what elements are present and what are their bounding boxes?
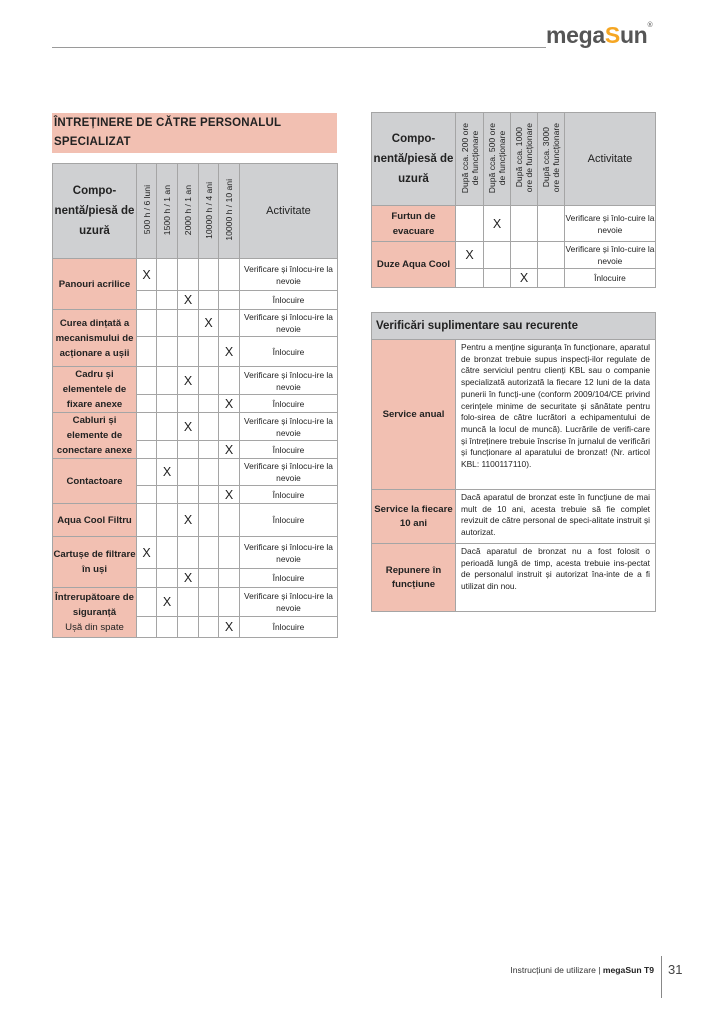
col-activity-header: Activitate <box>565 113 656 206</box>
interval-cell: X <box>157 588 178 617</box>
service-description: Dacă aparatul de bronzat este în funcțiune de mai mult de 10 ani, acesta trebuie să fie complet revizuit de către personal de speci-alitate instruit și autorizat. <box>456 490 656 544</box>
service-name: Repunere în funcțiune <box>372 544 456 612</box>
interval-cell <box>456 206 484 242</box>
interval-cell <box>199 569 219 588</box>
interval-cell <box>199 413 219 441</box>
activity-cell: Înlocuire <box>240 486 338 504</box>
service-name: Service la fiecare 10 ani <box>372 490 456 544</box>
interval-cell <box>157 441 178 459</box>
interval-cell <box>178 588 199 617</box>
interval-cell <box>137 617 157 638</box>
interval-cell: X <box>178 569 199 588</box>
interval-cell <box>219 504 240 537</box>
interval-header <box>219 164 240 259</box>
extra-checks-table <box>371 312 656 612</box>
interval-line: După cca. 3000 <box>541 127 551 189</box>
interval-cell <box>219 569 240 588</box>
interval-cell <box>199 441 219 459</box>
component-name: Aqua Cool Filtru <box>57 514 132 526</box>
interval-line: După cca. 500 ore <box>487 122 497 194</box>
interval-cell <box>199 367 219 395</box>
interval-header <box>538 113 565 206</box>
interval-cell <box>137 337 157 367</box>
interval-cell <box>199 337 219 367</box>
hours-table <box>371 112 656 288</box>
table-row <box>53 310 338 337</box>
interval-header <box>456 113 484 206</box>
interval-label <box>541 123 561 192</box>
interval-cell <box>157 310 178 337</box>
interval-label <box>514 123 534 192</box>
component-name: Furtun de evacuare <box>372 206 456 242</box>
activity-cell: Verificare și înlocu-ire la nevoie <box>240 413 338 441</box>
activity-cell: Verificare și înlo-cuire la nevoie <box>565 206 656 242</box>
component-name: Cadru și elementele de fixare anexe <box>62 369 127 410</box>
interval-cell: X <box>178 413 199 441</box>
interval-cell <box>178 259 199 291</box>
interval-cell <box>137 413 157 441</box>
interval-cell: X <box>157 459 178 486</box>
interval-cell <box>137 486 157 504</box>
activity-cell: Înlocuire <box>565 269 656 288</box>
table-row <box>372 242 656 269</box>
interval-header <box>157 164 178 259</box>
interval-cell <box>178 486 199 504</box>
interval-cell <box>199 291 219 310</box>
table-row <box>53 259 338 291</box>
interval-header <box>137 164 157 259</box>
interval-cell <box>219 588 240 617</box>
interval-cell <box>137 310 157 337</box>
activity-cell: Verificare și înlocu-ire la nevoie <box>240 459 338 486</box>
interval-cell <box>219 310 240 337</box>
service-description: Dacă aparatul de bronzat nu a fost folosit o perioadă lungă de timp, acesta trebuie ins-pectat de personalul instruit și autorizat îna-inte de a fi utilizat din nou. <box>456 544 656 612</box>
activity-cell: Înlocuire <box>240 504 338 537</box>
activity-cell: Verificare și înlocu-ire la nevoie <box>240 537 338 569</box>
interval-cell <box>137 504 157 537</box>
table-row <box>53 588 338 617</box>
interval-cell: X <box>178 367 199 395</box>
table-row <box>53 367 338 395</box>
activity-cell: Înlocuire <box>240 569 338 588</box>
interval-cell <box>199 504 219 537</box>
table-row <box>372 340 656 490</box>
table-row <box>372 490 656 544</box>
interval-cell: X <box>199 310 219 337</box>
interval-cell: X <box>178 291 199 310</box>
interval-cell <box>137 569 157 588</box>
interval-cell <box>538 242 565 269</box>
interval-header <box>178 164 199 259</box>
interval-cell <box>199 395 219 413</box>
interval-line: ore de funcționare <box>551 123 561 193</box>
interval-cell <box>157 337 178 367</box>
interval-cell: X <box>219 486 240 504</box>
activity-cell: Verificare și înlo-cuire la nevoie <box>565 242 656 269</box>
interval-cell: X <box>137 259 157 291</box>
interval-cell <box>219 259 240 291</box>
megasun-logo: megaSun® <box>546 22 653 48</box>
interval-cell: X <box>219 441 240 459</box>
service-description: Pentru a menține siguranța în funcționare, aparatul de bronzat trebuie supus inspecți-ilor regulate de către serviciul pentru clienți KBL sau o companie specializată autorizată la fiecare 12 luni de la data punerii în funcți-une (conform 2009/104/CE privind cerințele minime de securitate și sănătate pentru folo-sirea de către lucrători a echipamentului de muncă la locul de muncă). Lucrările de verifi-care și întreținere trebuie înscrise în jurnalul de verificări și funcționare al aparatului de bronzat! (Nr. articol KBL: 1100117110). <box>456 340 656 490</box>
interval-label <box>460 123 480 193</box>
interval-label: 10000 h / 4 ani <box>203 181 214 239</box>
page-number: 31 <box>668 962 683 977</box>
extra-checks-title: Verificări suplimentare sau recurente <box>372 313 656 340</box>
component-cell <box>53 367 137 413</box>
interval-cell <box>199 617 219 638</box>
component-name: Cabluri și elemente de conectare anexe <box>56 415 133 456</box>
interval-cell: X <box>219 395 240 413</box>
interval-cell: X <box>219 617 240 638</box>
interval-cell <box>157 486 178 504</box>
component-name: Duze Aqua Cool <box>372 242 456 288</box>
component-cell <box>53 310 137 367</box>
activity-cell: Înlocuire <box>240 337 338 367</box>
footer-text: Instrucțiuni de utilizare | megaSun T9 <box>510 965 654 975</box>
component-cell <box>53 588 137 638</box>
interval-cell <box>157 413 178 441</box>
interval-cell <box>484 242 511 269</box>
activity-cell: Înlocuire <box>240 291 338 310</box>
interval-cell <box>511 242 538 269</box>
interval-cell <box>137 588 157 617</box>
component-cell <box>53 504 137 537</box>
component-cell <box>53 459 137 504</box>
interval-cell <box>456 269 484 288</box>
interval-cell: X <box>178 504 199 537</box>
interval-cell <box>178 310 199 337</box>
section-title: ÎNTREȚINERE DE CĂTRE PERSONALUL SPECIALIZAT <box>52 113 337 153</box>
interval-cell <box>511 206 538 242</box>
interval-cell <box>157 569 178 588</box>
interval-cell <box>157 537 178 569</box>
component-name: Contactoare <box>66 475 123 487</box>
col-activity-header: Activitate <box>240 164 338 259</box>
header-rule <box>52 47 546 48</box>
interval-cell: X <box>137 537 157 569</box>
interval-line: de funcționare <box>469 130 480 186</box>
interval-cell <box>538 269 565 288</box>
interval-label: 1500 h / 1 an <box>162 184 172 236</box>
interval-label: 500 h / 6 luni <box>141 185 152 235</box>
component-name: Panouri acrilice <box>58 278 131 290</box>
component-cell <box>53 537 137 588</box>
interval-cell <box>178 617 199 638</box>
maintenance-table <box>52 163 338 638</box>
activity-cell: Verificare și înlocu-ire la nevoie <box>240 259 338 291</box>
interval-cell <box>219 367 240 395</box>
table-row <box>53 504 338 537</box>
interval-cell <box>157 617 178 638</box>
interval-line: de funcționare <box>497 130 507 186</box>
interval-cell <box>157 259 178 291</box>
activity-cell: Verificare și înlocu-ire la nevoie <box>240 310 338 337</box>
interval-cell: X <box>511 269 538 288</box>
col-component-header: Compo-nentă/piesă de uzură <box>372 113 456 206</box>
activity-cell: Verificare și înlocu-ire la nevoie <box>240 588 338 617</box>
interval-header <box>199 164 219 259</box>
table-row <box>53 537 338 569</box>
interval-line: După cca. 200 ore <box>459 122 470 194</box>
interval-cell: X <box>484 206 511 242</box>
interval-cell <box>157 395 178 413</box>
component-subname: Ușă din spate <box>65 622 124 633</box>
service-name: Service anual <box>372 340 456 490</box>
interval-cell <box>137 291 157 310</box>
interval-cell: X <box>219 337 240 367</box>
interval-cell <box>199 537 219 569</box>
interval-header <box>484 113 511 206</box>
interval-cell <box>219 413 240 441</box>
interval-cell <box>484 269 511 288</box>
interval-cell <box>199 588 219 617</box>
activity-cell: Înlocuire <box>240 441 338 459</box>
interval-cell <box>199 259 219 291</box>
activity-cell: Înlocuire <box>240 617 338 638</box>
interval-label: 10000 h / 10 ani <box>224 179 234 241</box>
interval-cell <box>178 441 199 459</box>
interval-cell <box>178 395 199 413</box>
interval-cell <box>219 459 240 486</box>
component-cell <box>53 259 137 310</box>
interval-cell <box>219 291 240 310</box>
interval-cell <box>157 367 178 395</box>
table-row <box>53 413 338 441</box>
interval-cell <box>137 441 157 459</box>
interval-line: După cca. 1000 <box>514 127 524 189</box>
interval-cell <box>178 459 199 486</box>
interval-cell <box>538 206 565 242</box>
interval-cell <box>178 337 199 367</box>
interval-line: ore de funcționare <box>524 123 534 193</box>
interval-cell <box>199 459 219 486</box>
interval-label: 2000 h / 1 an <box>183 184 193 236</box>
interval-label <box>487 123 507 193</box>
table-row <box>53 459 338 486</box>
component-name: Întrerupătoare de siguranță <box>55 592 134 618</box>
interval-cell <box>137 367 157 395</box>
interval-cell <box>219 537 240 569</box>
interval-cell <box>157 291 178 310</box>
interval-cell <box>137 459 157 486</box>
table-row <box>372 544 656 612</box>
interval-cell <box>137 395 157 413</box>
activity-cell: Înlocuire <box>240 395 338 413</box>
component-name: Curea dințată a mecanismului de acționare a ușii <box>55 317 134 359</box>
interval-cell <box>199 486 219 504</box>
interval-header <box>511 113 538 206</box>
component-cell <box>53 413 137 459</box>
interval-cell: X <box>456 242 484 269</box>
interval-cell <box>178 537 199 569</box>
table-row <box>372 206 656 242</box>
col-component-header: Compo-nentă/piesă de uzură <box>53 164 137 259</box>
interval-cell <box>157 504 178 537</box>
footer-rule <box>661 956 662 998</box>
activity-cell: Verificare și înlocu-ire la nevoie <box>240 367 338 395</box>
component-name: Cartușe de filtrare în uși <box>53 549 136 575</box>
